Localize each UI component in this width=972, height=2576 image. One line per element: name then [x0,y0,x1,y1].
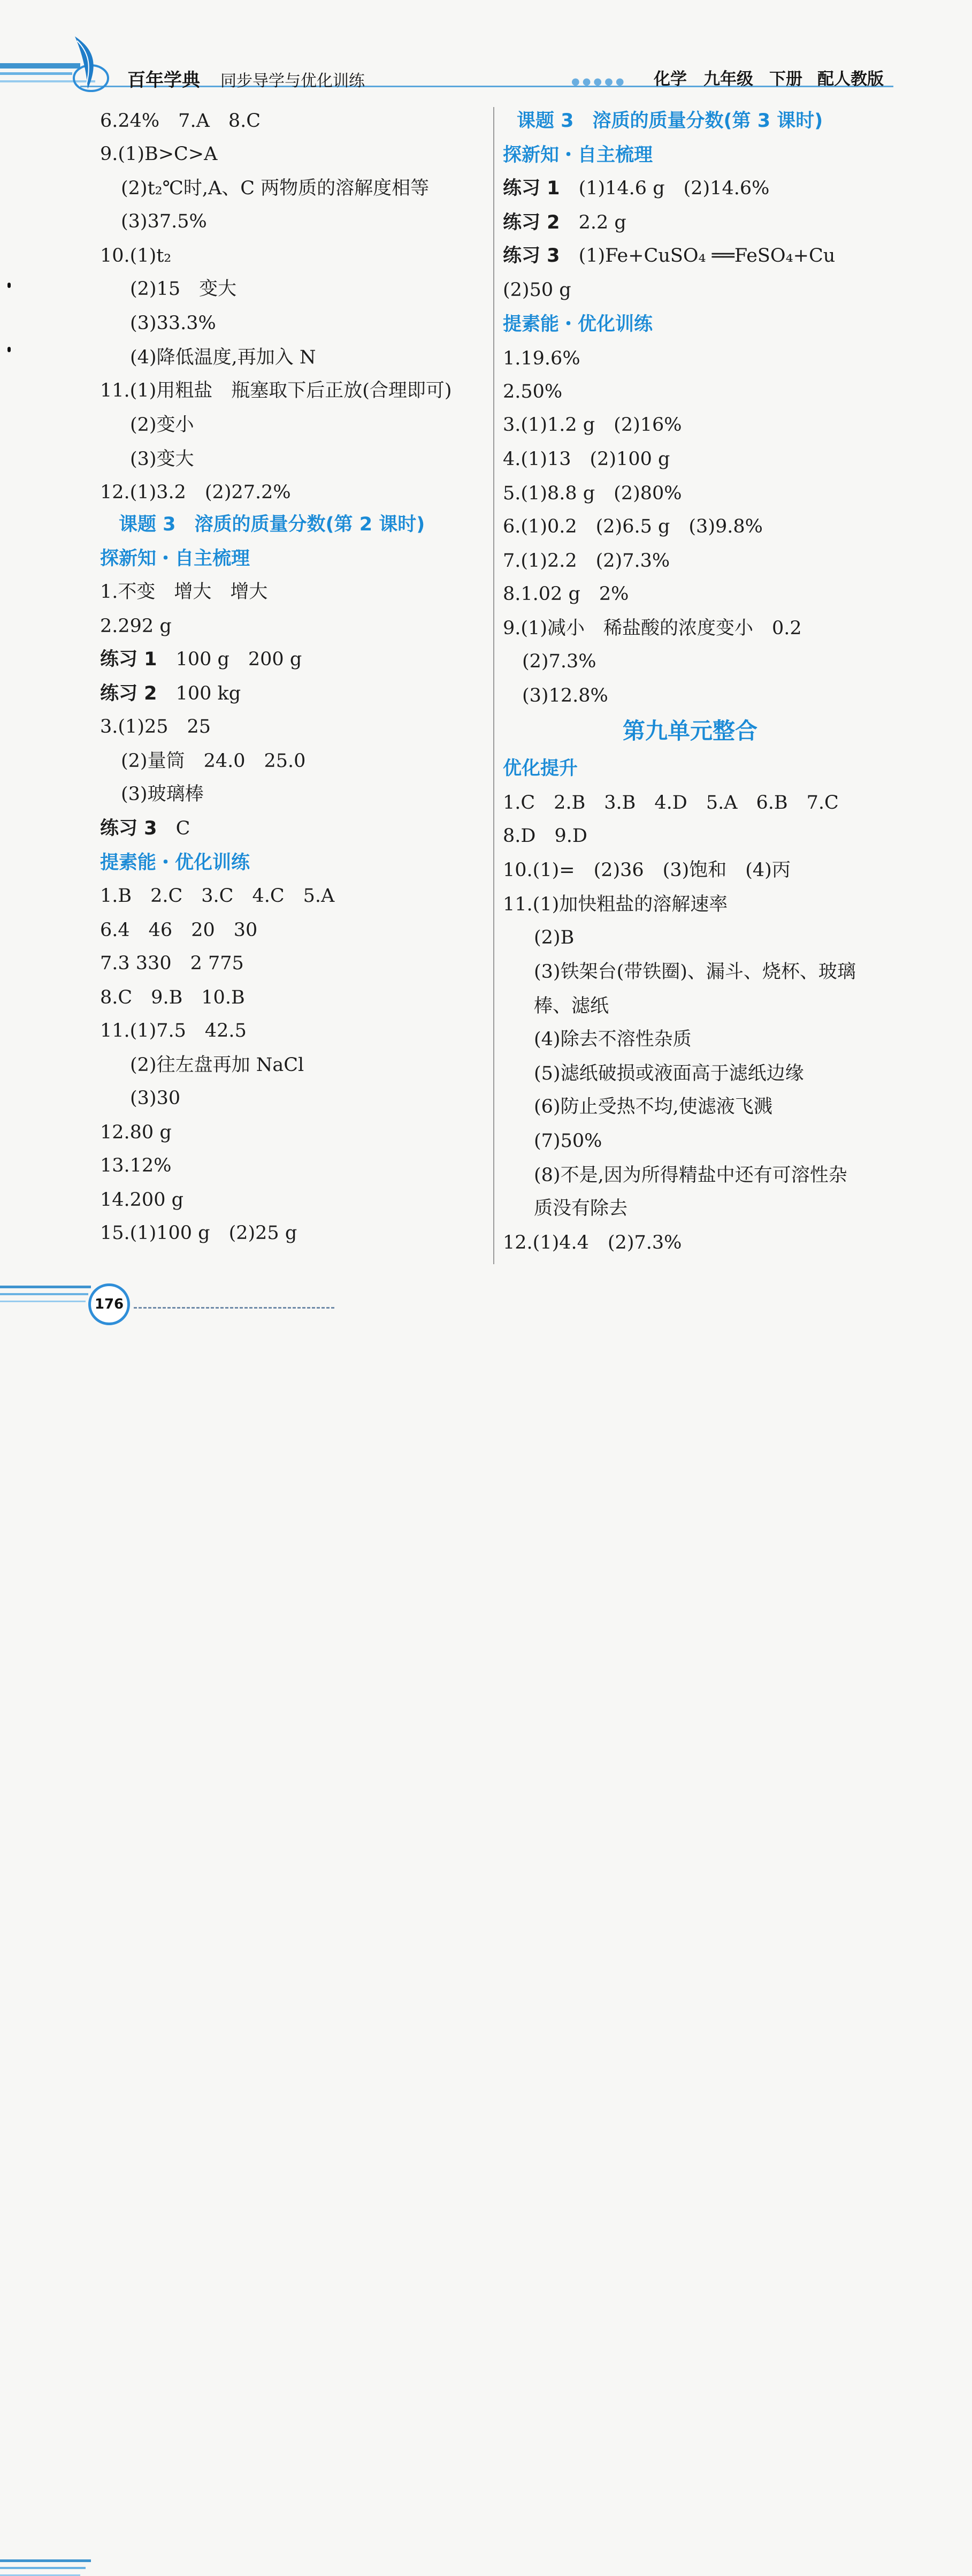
practice-label: 练习 1 [503,178,560,199]
answer-line: 8.D 9.D [503,825,587,847]
answer-line [503,211,626,234]
page-footer [0,1274,374,1338]
answer-line: (8)不是,因为所得精盐中还有可溶性杂 [534,1165,847,1186]
footer-stripe [0,1293,88,1295]
practice-label: 练习 2 [100,683,157,704]
answer-line: (2)50 g [503,279,571,301]
page-header [0,0,972,102]
answer-line: 1.C 2.B 3.B 4.D 5.A 6.B 7.C [503,792,839,814]
answer-text: 2.2 g [578,212,626,233]
answer-line: 12.80 g [100,1122,172,1143]
answer-line: 8.1.02 g 2% [503,583,629,605]
answer-line: 9.(1)B>C>A [100,143,218,165]
answer-line: (7)50% [534,1130,602,1152]
answer-text: (1)14.6 g (2)14.6% [578,178,770,199]
column-divider [493,107,494,1264]
answer-line: 13.12% [100,1155,172,1176]
scan-speck [7,347,11,352]
practice-label: 练习 3 [503,245,560,267]
footer-stripe [0,1301,86,1302]
answer-line: 12.(1)4.4 (2)7.3% [503,1232,682,1253]
answer-line: (3)铁架台(带铁圈)、漏斗、烧杯、玻璃 [534,961,856,983]
practice-label: 练习 3 [100,818,157,839]
header-grade: 九年级 [703,70,753,89]
answer-line: 10.(1)= (2)36 (3)饱和 (4)丙 [503,860,791,881]
answer-line: 10.(1)t₂ [100,245,172,267]
answer-line [100,682,241,705]
answer-line: (4)除去不溶性杂质 [534,1029,692,1050]
answer-text: 100 kg [175,683,241,704]
unit-title: 第九单元整合 [623,718,758,744]
answer-line: 5.(1)8.8 g (2)80% [503,483,682,504]
section-heading: 提素能・优化训练 [503,314,653,335]
header-subject: 化学 [654,70,687,89]
answer-line: 11.(1)用粗盐 瓶塞取下后正放(合理即可) [100,380,452,401]
header-brand: 百年学典 [127,70,200,91]
answer-line: 3.(1)1.2 g (2)16% [503,414,682,436]
answer-line: 2.50% [503,381,563,402]
footer-stripe [0,2559,91,2562]
answer-line: (2)往左盘再加 NaCl [130,1054,304,1076]
practice-label: 练习 2 [503,212,560,233]
answer-line: 2.292 g [100,615,172,637]
section-heading: 优化提升 [503,758,578,779]
answer-line: 7.3 330 2 775 [100,953,244,974]
header-edition: 配人教版 [817,70,884,89]
quill-icon [63,33,117,95]
answer-line: 1.不变 增大 增大 [100,581,268,603]
answer-line: 12.(1)3.2 (2)27.2% [100,482,291,503]
answer-line [100,648,302,671]
answer-text: (1)Fe+CuSO₄ ══FeSO₄+Cu [578,245,836,267]
answer-line: 6.4 46 20 30 [100,920,258,941]
answer-line: 14.200 g [100,1189,183,1211]
answer-line: 3.(1)25 25 [100,716,211,738]
page-number: 176 [88,1283,130,1325]
answer-line: (2)变小 [130,414,194,436]
footer-stripe [0,2567,86,2569]
answer-line [503,244,835,268]
scan-speck [7,283,11,288]
answer-line: (4)降低温度,再加入 N [130,347,316,368]
section-heading: 探新知・自主梳理 [503,145,653,166]
answer-line: (3)玻璃棒 [121,784,204,805]
section-heading: 探新知・自主梳理 [100,548,250,569]
section-heading: 课题 3 溶质的质量分数(第 2 课时) [119,514,425,535]
answer-line: (2)量筒 24.0 25.0 [121,750,306,772]
answer-line: 4.(1)13 (2)100 g [503,449,670,470]
practice-label: 练习 1 [100,649,157,670]
header-stripe [0,72,72,75]
answer-line: (2)B [534,927,575,948]
answer-line: (3)37.5% [121,211,207,232]
answer-text: 100 g 200 g [175,649,302,670]
answer-line: 6.(1)0.2 (2)6.5 g (3)9.8% [503,516,763,537]
answer-line: (3)30 [130,1088,181,1109]
header-volume: 下册 [769,70,802,89]
answer-line: 7.(1)2.2 (2)7.3% [503,550,670,572]
answer-line: (3)33.3% [130,313,216,334]
answer-line: 1.B 2.C 3.C 4.C 5.A [100,885,335,907]
answer-line: 8.C 9.B 10.B [100,987,245,1008]
answer-line: (2)7.3% [522,651,596,672]
answer-line: 6.24% 7.A 8.C [100,110,261,132]
footer-stripe [0,1286,91,1288]
answer-line: 9.(1)减小 稀盐酸的浓度变小 0.2 [503,618,802,639]
answer-line: 11.(1)7.5 42.5 [100,1020,247,1042]
header-series: 同步导学与优化训练 [220,72,365,90]
answer-line: 15.(1)100 g (2)25 g [100,1222,297,1244]
answer-line: 1.19.6% [503,348,580,369]
answer-line: (2)t₂℃时,A、C 两物质的溶解度相等 [121,178,430,199]
section-heading: 课题 3 溶质的质量分数(第 3 课时) [517,110,823,132]
answer-line: 11.(1)加快粗盐的溶解速率 [503,894,728,915]
answer-text: C [175,818,190,839]
answer-line: 质没有除去 [534,1198,628,1219]
answer-line: 棒、滤纸 [534,996,609,1017]
header-dots: ●●●●● [571,76,627,87]
answer-line: (3)变大 [130,449,194,470]
footer-dashed-rule [134,1307,334,1309]
answer-line: (3)12.8% [522,685,608,706]
answer-line: (2)15 变大 [130,278,237,300]
answer-line [503,177,769,200]
answer-line: (6)防止受热不均,使滤液飞溅 [534,1096,772,1118]
section-heading: 提素能・优化训练 [100,852,250,873]
answer-line: (5)滤纸破损或液面高于滤纸边缘 [534,1063,804,1084]
answer-line [100,817,190,840]
